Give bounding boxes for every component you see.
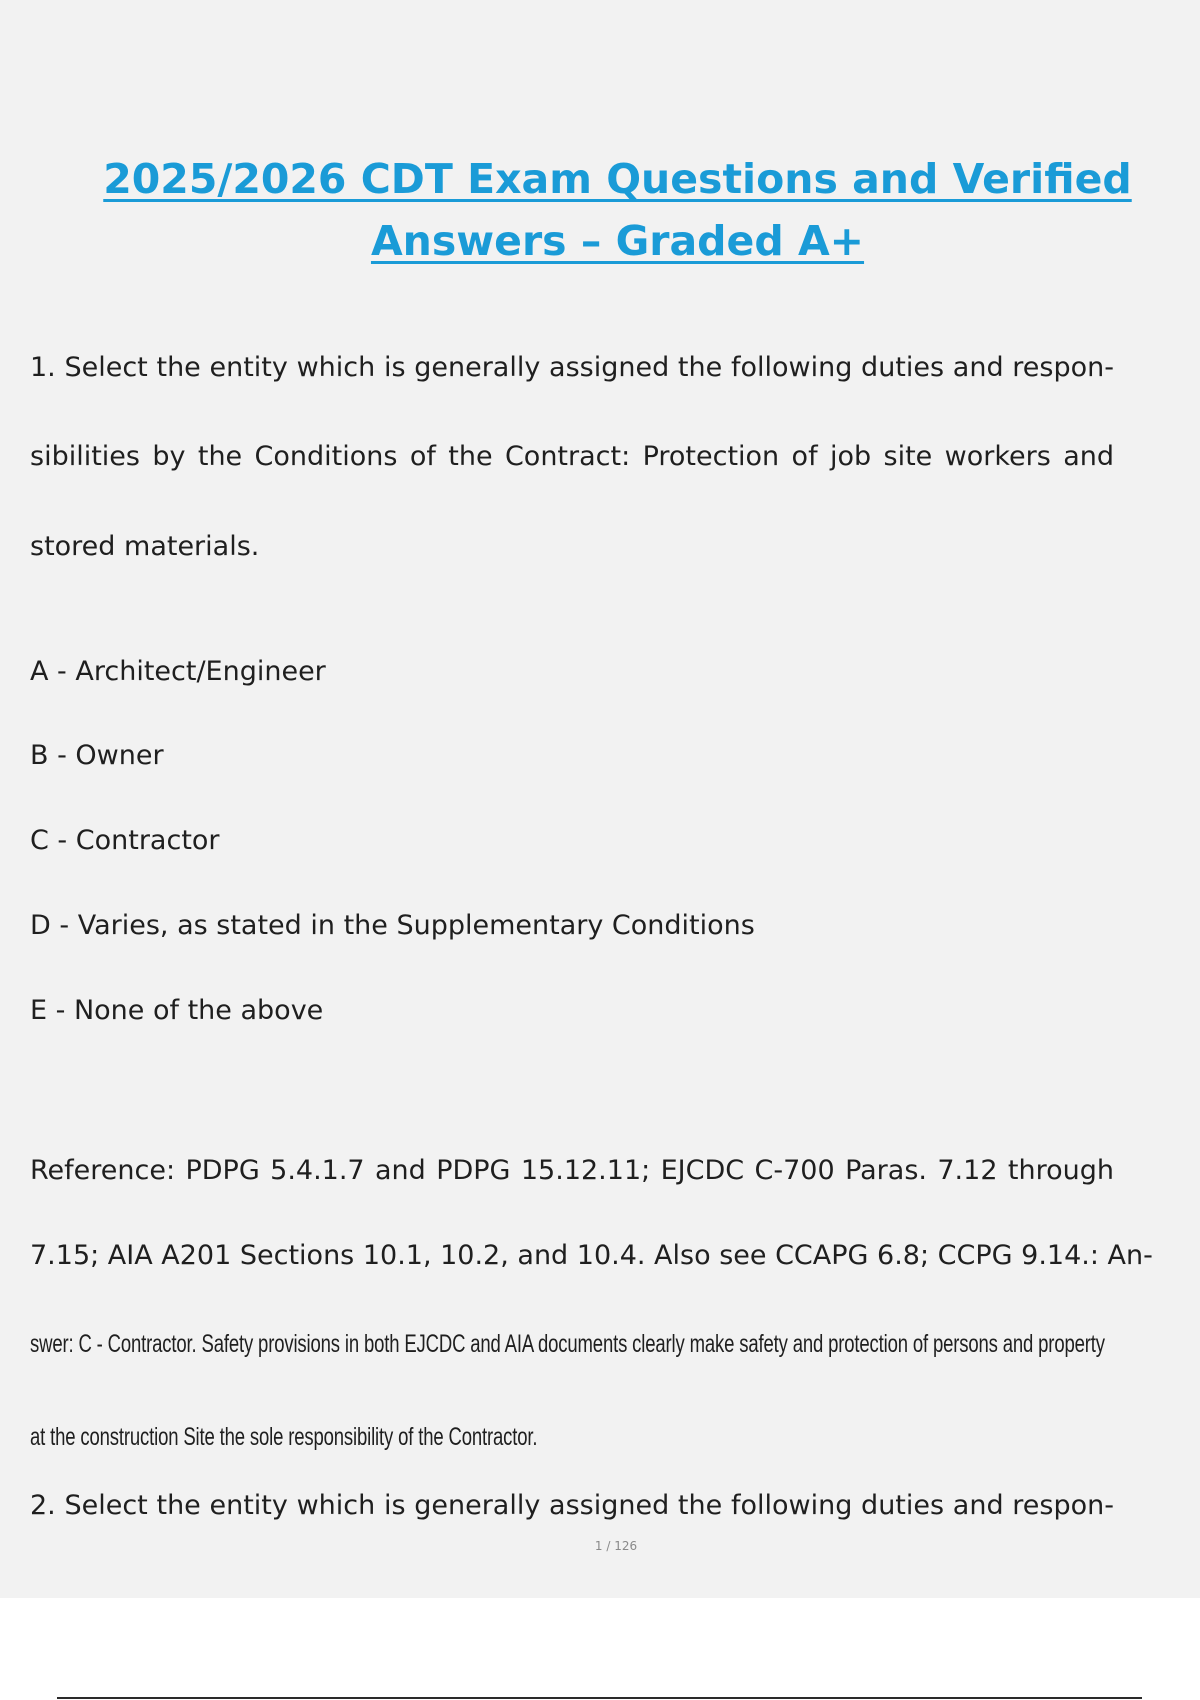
answer-explanation-line-1: swer: C - Contractor. Safety provisions in both EJCDC and AIA documents clearly make safety and protection of persons and property — [30, 1330, 1105, 1358]
reference-line-2: 7.15; AIA A201 Sections 10.1, 10.2, and 10.4. Also see CCAPG 6.8; CCPG 9.14.: An- — [30, 1240, 1153, 1271]
answer-option-a: A - Architect/Engineer — [30, 656, 326, 687]
reference-line-1: Reference: PDPG 5.4.1.7 and PDPG 15.12.11; EJCDC C-700 Paras. 7.12 through — [30, 1155, 1114, 1186]
next-page-divider — [57, 1697, 1142, 1699]
question-1-line-1: 1. Select the entity which is generally assigned the following duties and respon- — [30, 352, 1114, 383]
answer-explanation-line-2: at the construction Site the sole responsibility of the Contractor. — [30, 1423, 538, 1451]
question-2-line-1: 2. Select the entity which is generally assigned the following duties and respon- — [30, 1490, 1114, 1521]
answer-option-d: D - Varies, as stated in the Supplementary Conditions — [30, 910, 755, 941]
answer-option-c: C - Contractor — [30, 825, 220, 856]
title-line-1: 2025/2026 CDT Exam Questions and Verified — [103, 155, 1132, 203]
question-1-line-3: stored materials. — [30, 531, 260, 562]
document-title — [0, 148, 1200, 272]
answer-option-b: B - Owner — [30, 740, 164, 771]
page-number: 1 / 126 — [594, 1539, 638, 1553]
answer-option-e: E - None of the above — [30, 995, 324, 1026]
question-1-line-2: sibilities by the Conditions of the Contract: Protection of job site workers and — [30, 441, 1114, 472]
title-line-2: Answers – Graded A+ — [370, 217, 865, 265]
